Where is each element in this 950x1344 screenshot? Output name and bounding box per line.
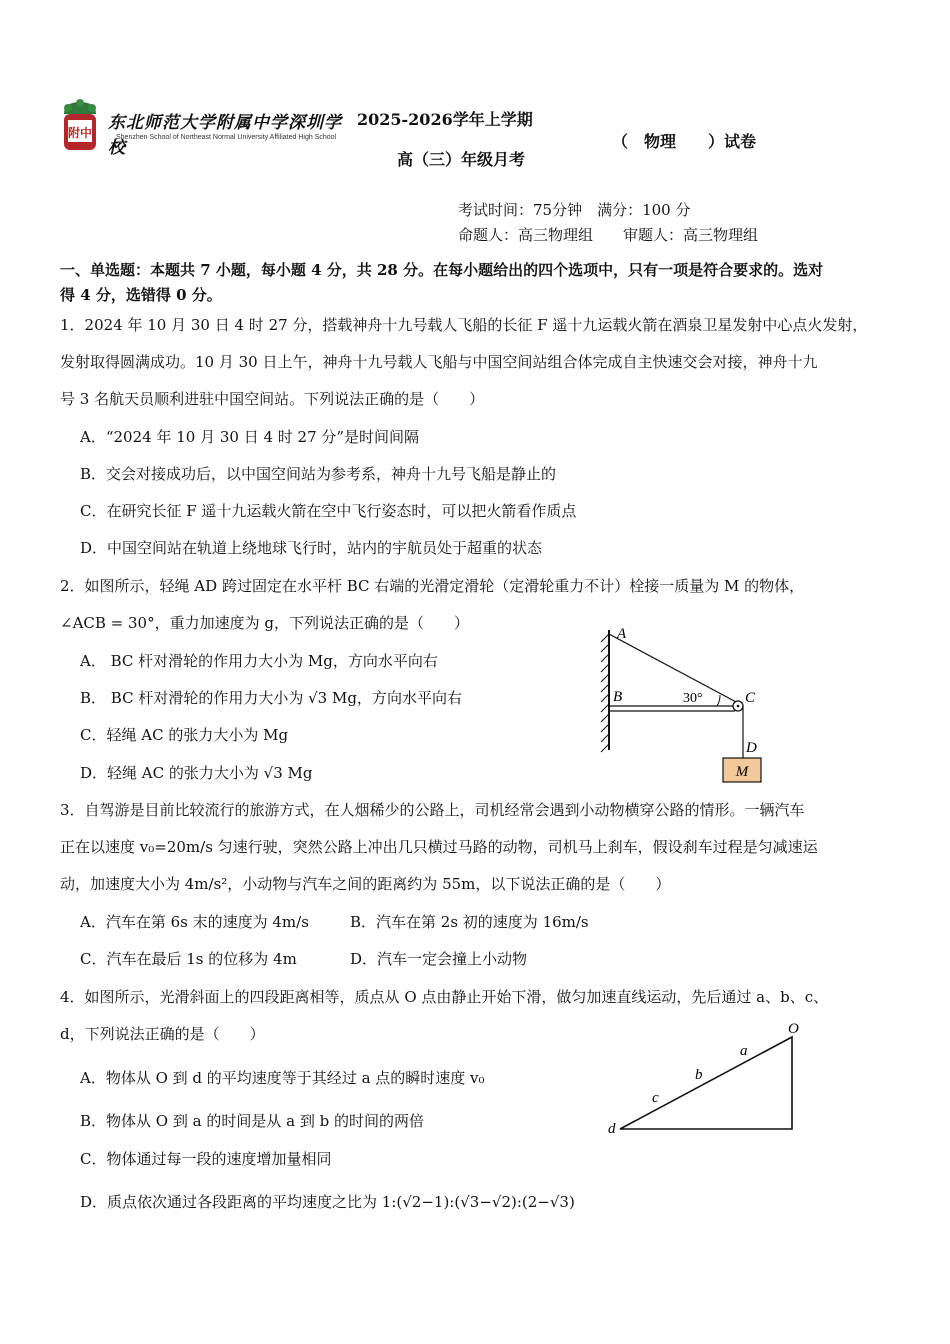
rope-ac: [609, 634, 738, 703]
q1-option-d: D．中国空间站在轨道上绕地球飞行时，站内的宇航员处于超重的状态: [80, 539, 543, 557]
school-logo: [58, 98, 348, 158]
q4-option-d: D．质点依次通过各段距离的平均速度之比为 1:(√2−1):(√3−√2):(2−√3): [80, 1193, 575, 1211]
q2-stem-line1: 2．如图所示，轻绳 AD 跨过固定在水平杆 BC 右端的光滑定滑轮（定滑轮重力不计）栓接一质量为 M 的物体，: [60, 577, 805, 595]
mass-label: M: [735, 764, 749, 780]
point-a-label: A: [617, 626, 627, 642]
q2-option-b: B． BC 杆对滑轮的作用力大小为 √3 Mg，方向水平向右: [80, 689, 462, 707]
angle-arc: [717, 695, 720, 706]
q1-option-b: B．交会对接成功后，以中国空间站为参考系，神舟十九号飞船是静止的: [80, 465, 557, 483]
q4-option-b: B．物体从 O 到 a 的时间是从 a 到 b 的时间的两倍: [80, 1112, 424, 1130]
point-a-label: a: [740, 1043, 748, 1059]
point-c-label: C: [745, 690, 756, 706]
exam-term: 2025-2026学年上学期: [357, 110, 533, 129]
q1-stem-line3: 号 3 名航天员顺利进驻中国空间站。下列说法正确的是（ ）: [60, 390, 485, 408]
q1-stem-line1: 1．2024 年 10 月 30 日 4 时 27 分，搭载神舟十九号载人飞船的长征 F 遥十九运载火箭在酒泉卫星发射中心点火发射，: [60, 316, 868, 334]
exam-subject: （ 物理 ）试卷: [612, 132, 757, 151]
point-c-label: c: [652, 1090, 659, 1106]
point-b-label: B: [613, 689, 623, 705]
q3-stem-line1: 3．自驾游是目前比较流行的旅游方式，在人烟稀少的公路上，司机经常会遇到小动物横穿公路的情形。一辆汽车: [60, 801, 805, 819]
q4-stem-line2: d，下列说法正确的是（ ）: [60, 1025, 265, 1043]
angle-label: 30°: [683, 691, 703, 706]
point-d-label: D: [746, 740, 757, 756]
q3-stem-line2: 正在以速度 v₀=20m/s 匀速行驶，突然公路上冲出几只横过马路的动物，司机马上刹车，假设刹车过程是匀减速运: [60, 838, 818, 856]
q2-option-c: C．轻绳 AC 的张力大小为 Mg: [80, 726, 289, 744]
point-o-label: O: [788, 1021, 799, 1037]
section-title: 一、单选题：本题共 7 小题，每小题 4 分，共 28 分。在每小题给出的四个选项中，只有一项是符合要求的。选对: [60, 261, 824, 279]
point-b-label: b: [695, 1067, 703, 1083]
q2-pulley-figure: [595, 622, 775, 787]
q3-option-b: B．汽车在第 2s 初的速度为 16m/s: [350, 913, 589, 931]
school-name-cn: 东北师范大学附属中学深圳学校: [108, 113, 342, 158]
incline-triangle: [620, 1037, 792, 1129]
q4-stem-line1: 4．如图所示，光滑斜面上的四段距离相等，质点从 O 点由静止开始下滑，做匀加速直线运动，先后通过 a、b、c、: [60, 988, 829, 1006]
q1-option-a: A．“2024 年 10 月 30 日 4 时 27 分”是时间间隔: [80, 428, 420, 446]
school-emblem-icon: [58, 98, 102, 154]
section-title-cont: 得 4 分，选错得 0 分。: [60, 286, 222, 304]
point-d-label: d: [608, 1121, 616, 1137]
logo-text: 附中: [67, 126, 93, 140]
pulley-axle: [737, 705, 740, 708]
q3-option-a: A．汽车在第 6s 末的速度为 4m/s: [80, 913, 309, 931]
exam-time: 考试时间：75分钟 满分：100 分: [458, 201, 691, 219]
q4-option-a: A．物体从 O 到 d 的平均速度等于其经过 a 点的瞬时速度 v₀: [80, 1069, 485, 1087]
q3-stem-line3: 动，加速度大小为 4m/s²，小动物与汽车之间的距离约为 55m，以下说法正确的是（ ）: [60, 875, 671, 893]
q1-option-c: C．在研究长征 F 遥十九运载火箭在空中飞行姿态时，可以把火箭看作质点: [80, 502, 577, 520]
exam-authors: 命题人：高三物理组 审题人：高三物理组: [458, 226, 759, 244]
q4-incline-figure: [600, 1015, 810, 1140]
school-name-en: Shenzhen School of Northeast Normal University Affiliated High School: [116, 134, 337, 141]
q1-stem-line2: 发射取得圆满成功。10 月 30 日上午，神舟十九号载人飞船与中国空间站组合体完成自主快速交会对接，神舟十九: [60, 353, 818, 371]
q2-option-a: A． BC 杆对滑轮的作用力大小为 Mg，方向水平向右: [80, 652, 438, 670]
q3-option-c: C．汽车在最后 1s 的位移为 4m: [80, 950, 297, 968]
q4-option-c: C．物体通过每一段的速度增加量相同: [80, 1150, 332, 1168]
q2-option-d: D．轻绳 AC 的张力大小为 √3 Mg: [80, 764, 313, 782]
q3-option-d: D．汽车一定会撞上小动物: [350, 950, 528, 968]
exam-grade: 高（三）年级月考: [397, 150, 526, 169]
wall-hatch: [601, 634, 609, 752]
q2-stem-line2: ∠ACB = 30°，重力加速度为 g，下列说法正确的是（ ）: [60, 614, 469, 632]
